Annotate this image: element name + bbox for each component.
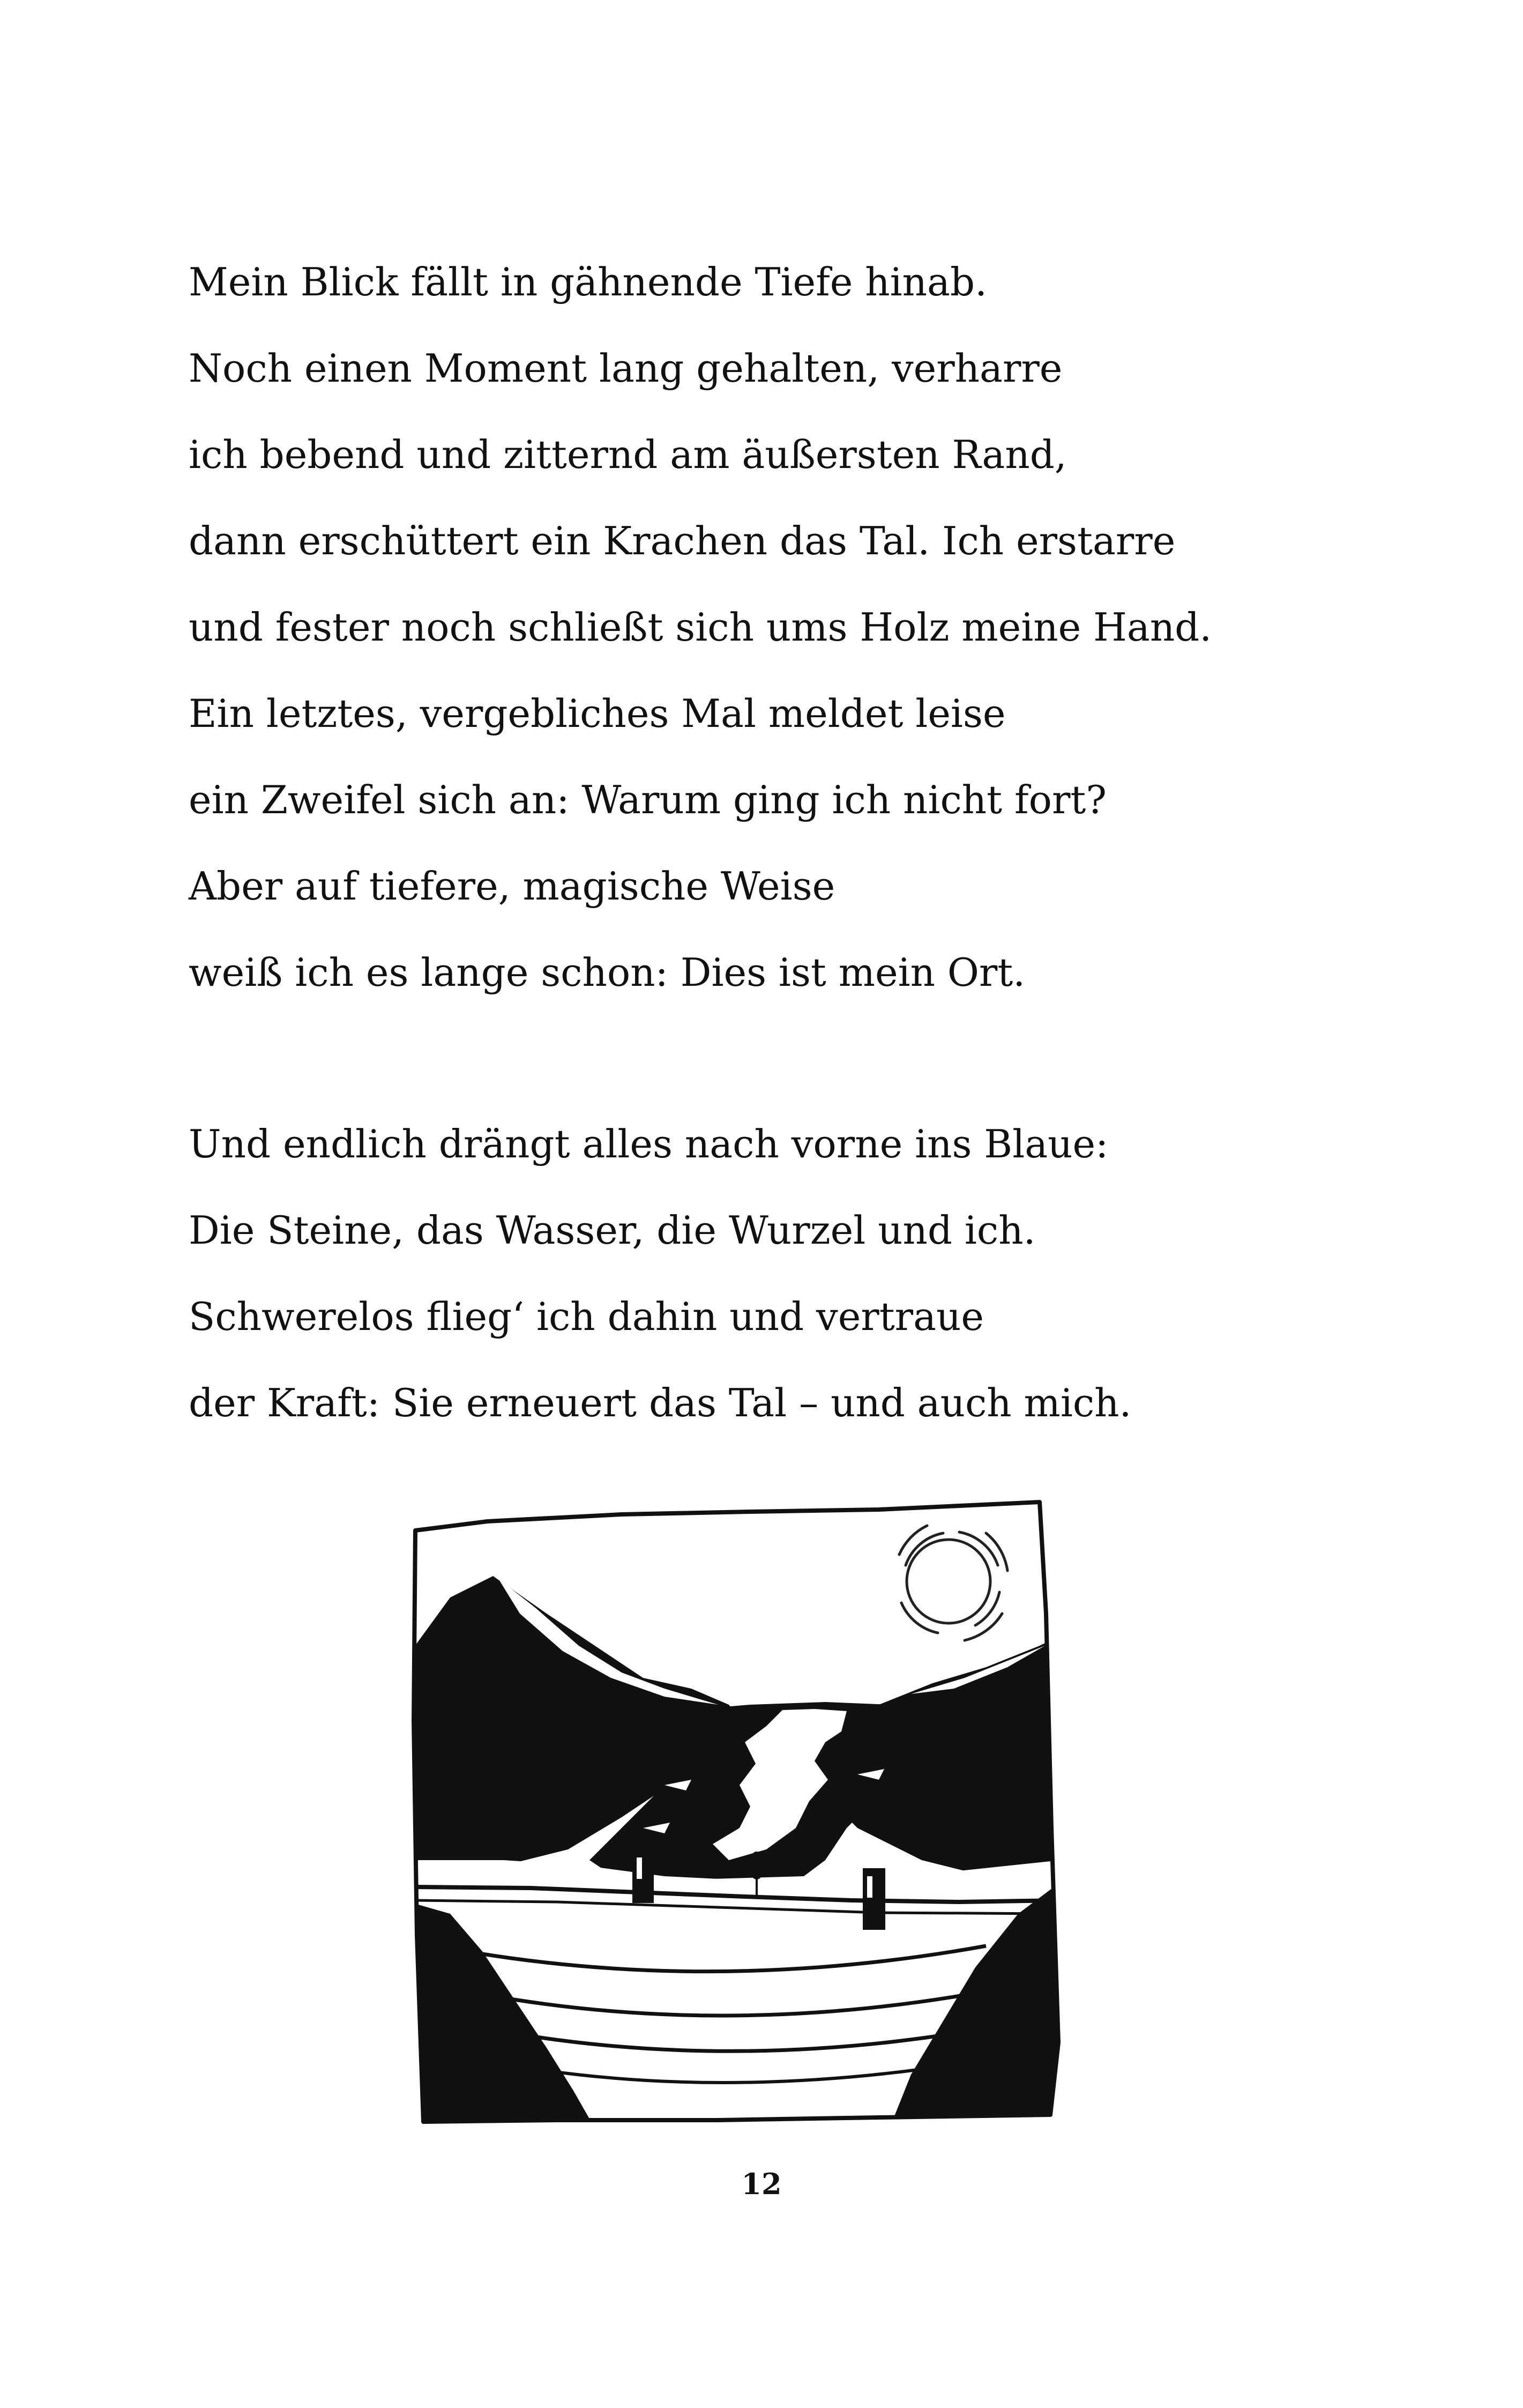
- page-number: 12: [741, 2167, 782, 2201]
- dam-tower-left: [632, 1849, 654, 1903]
- poem-line: Aber auf tiefere, magische Weise: [189, 864, 835, 909]
- poem-line: ich bebend und zitternd am äußersten Rand,: [189, 432, 1067, 477]
- poem-line: Die Steine, das Wasser, die Wurzel und ich.: [189, 1208, 1036, 1253]
- poem-line: und fester noch schließt sich ums Holz meine Hand.: [189, 605, 1212, 650]
- dam-valley-illustration: [343, 1453, 1147, 2150]
- poem-line: der Kraft: Sie erneuert das Tal – und auch mich.: [189, 1380, 1132, 1425]
- poem-line: Ein letztes, vergebliches Mal meldet leise: [189, 691, 1006, 736]
- dam-tower-right: [863, 1868, 885, 1930]
- poem-line: ein Zweifel sich an: Warum ging ich nicht fort?: [189, 777, 1107, 822]
- poem-line: weiß ich es lange schon: Dies ist mein Ort.: [189, 950, 1026, 995]
- poem-line: Und endlich drängt alles nach vorne ins Blaue:: [189, 1121, 1109, 1166]
- poem-line: Schwerelos flieg‘ ich dahin und vertraue: [189, 1294, 984, 1339]
- poem-line: dann erschüttert ein Krachen das Tal. Ich erstarre: [189, 518, 1176, 563]
- poem-line: Mein Blick fällt in gähnende Tiefe hinab.: [189, 259, 987, 304]
- poem-line: Noch einen Moment lang gehalten, verharre: [189, 346, 1063, 391]
